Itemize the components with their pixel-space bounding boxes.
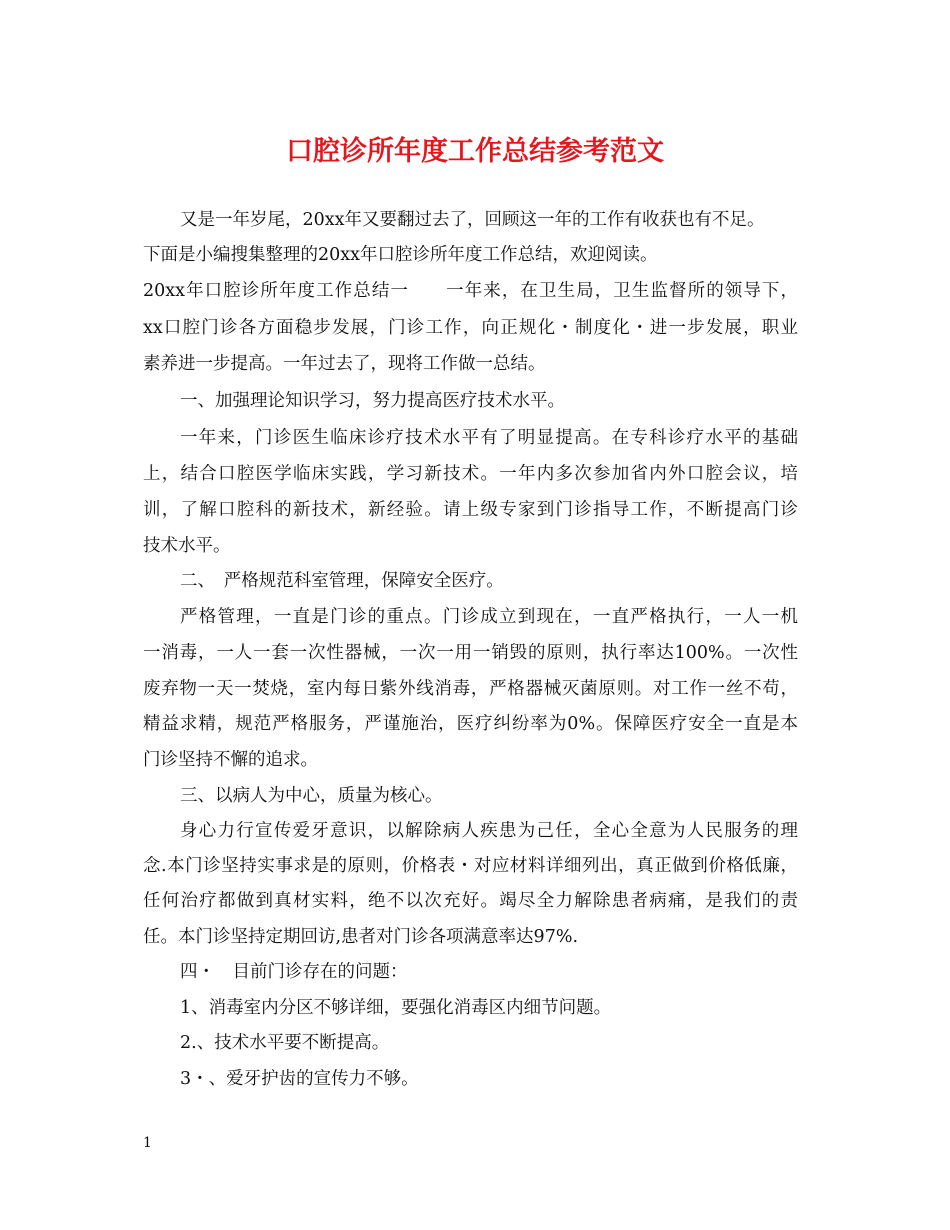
paragraph-line: 又是一年岁尾，20xx年又要翻过去了，回顾这一年的工作有收获也有不足。 <box>180 210 765 230</box>
section-heading: 四・ 目前门诊存在的问题： <box>180 962 408 982</box>
section-heading: 三、以病人为中心，质量为核心。 <box>180 786 443 806</box>
list-item: 3・、爱牙护齿的宣传力不够。 <box>180 1069 419 1089</box>
paragraph-line: 严格管理，一直是门诊的重点。门诊成立到现在，一直严格执行，一人一机 <box>180 607 798 627</box>
paragraph-line: 任何治疗都做到真材实料，绝不以次充好。竭尽全力解除患者病痛，是我们的责 <box>143 891 798 911</box>
paragraph-line: 废弃物一天一焚烧，室内每日紫外线消毒，严格器械灭菌原则。对工作一丝不苟， <box>143 679 798 699</box>
page-number: 1 <box>143 1135 152 1151</box>
list-item: 2.、技术水平要不断提高。 <box>180 1033 390 1053</box>
paragraph-line: xx口腔门诊各方面稳步发展，门诊工作，向正规化・制度化・进一步发展，职业 <box>143 318 798 338</box>
paragraph-line: 身心力行宣传爱牙意识，以解除病人疾患为己任，全心全意为人民服务的理 <box>180 821 798 841</box>
paragraph-line: 20xx年口腔诊所年度工作总结一 一年来，在卫生局，卫生监督所的领导下， <box>143 281 798 301</box>
paragraph-line: 一年来，门诊医生临床诊疗技术水平有了明显提高。在专科诊疗水平的基础 <box>180 428 798 448</box>
paragraph-line: 下面是小编搜集整理的20xx年口腔诊所年度工作总结，欢迎阅读。 <box>143 245 658 265</box>
paragraph-line: 任。本门诊坚持定期回访,患者对门诊各项满意率达97%. <box>143 927 579 947</box>
paragraph-line: 训，了解口腔科的新技术，新经验。请上级专家到门诊指导工作，不断提高门诊 <box>143 500 798 520</box>
paragraph-line: 技术水平。 <box>143 536 231 556</box>
paragraph-line: 门诊坚持不懈的追求。 <box>143 750 318 770</box>
list-item: 1、消毒室内分区不够详细，要强化消毒区内细节问题。 <box>180 998 612 1018</box>
section-heading: 二、 严格规范科室管理，保障安全医疗。 <box>180 571 504 591</box>
document-title: 口腔诊所年度工作总结参考范文 <box>286 136 664 167</box>
paragraph-line: 精益求精，规范严格服务，严谨施治，医疗纠纷率为0%。保障医疗安全一直是本 <box>143 714 798 734</box>
section-heading: 一、加强理论知识学习，努力提高医疗技术水平。 <box>180 391 565 411</box>
paragraph-line: 一消毒，一人一套一次性器械，一次一用一销毁的原则，执行率达100%。一次性 <box>143 643 798 663</box>
paragraph-line: 上，结合口腔医学临床实践，学习新技术。一年内多次参加省内外口腔会议，培 <box>143 464 798 484</box>
paragraph-line: 念.本门诊坚持实事求是的原则，价格表・对应材料详细列出，真正做到价格低廉， <box>143 856 798 876</box>
paragraph-line: 素养进一步提高。一年过去了，现将工作做一总结。 <box>143 354 546 374</box>
